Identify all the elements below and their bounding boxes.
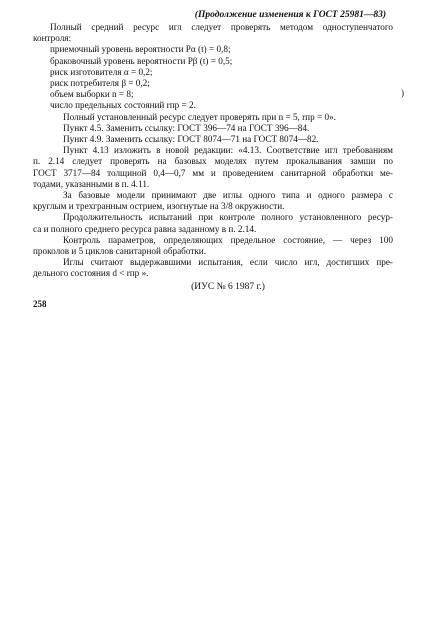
text-line: За базовые модели принимают две иглы одного типа и одного размера с bbox=[63, 190, 393, 201]
text-line: са и полного среднего ресурса равна заданному в п. 2.14. bbox=[33, 223, 257, 234]
text-line: Полный средний ресурс игл следует проверять методом одноступенчатого bbox=[50, 22, 393, 32]
text-line: объем выборки n = 8; bbox=[50, 89, 134, 100]
text-line: Иглы считают выдержавшими испытания, если число игл, достигших пре- bbox=[63, 257, 393, 268]
text-line: Полный установленный ресурс следует проверять при n = 5, rпр = 0». bbox=[63, 111, 336, 122]
text-line: тодами, указанными в п. 4.11. bbox=[33, 178, 150, 189]
text-line: браковочный уровень вероятности Pβ (t) = 0,5; bbox=[50, 55, 233, 66]
issue-reference bbox=[0, 282, 426, 293]
text-line: п. 2.14 следует проверять на базовых моделях путем прокалывания замши по bbox=[33, 156, 393, 167]
text-line: Продолжительность испытаний при контроле полного установленного ресур- bbox=[63, 212, 393, 223]
text-line: Пункт 4.5. Заменить ссылку: ГОСТ 396—74 на ГОСТ 396—84. bbox=[63, 122, 310, 133]
text-line: риск потребителя β = 0,2; bbox=[50, 78, 150, 89]
text-line: приемочный уровень вероятности Pα (t) = 0,8; bbox=[50, 44, 231, 55]
page-header: (Продолжение изменения к ГОСТ 25981—83) bbox=[194, 10, 386, 20]
page-number: 258 bbox=[33, 299, 47, 309]
text-line: дельного состояния d < rпр ». bbox=[33, 268, 149, 279]
text-line: проколов и 5 циклов санитарной обработки. bbox=[33, 246, 207, 257]
document-body bbox=[33, 22, 393, 280]
text-line: круглым и трехгранным острием, изогнутые на 3/8 окружности. bbox=[33, 201, 285, 212]
text-line: Пункт 4.9. Заменить ссылку: ГОСТ 8074—71 на ГОСТ 8074—82. bbox=[63, 134, 319, 145]
text-line: контроля: bbox=[33, 33, 72, 44]
text-line: Контроль параметров, определяющих предельное состояние, — через 100 bbox=[63, 234, 393, 245]
text-line: риск изготовителя α = 0,2; bbox=[50, 66, 153, 77]
text-line: Пункт 4.13 изложить в новой редакции: «4.13. Соответствие игл требованиям bbox=[63, 145, 393, 156]
text-line: число предельных состояний rпр = 2. bbox=[50, 100, 196, 111]
margin-mark: ) bbox=[401, 88, 404, 98]
text-line: ГОСТ 3717—84 толщиной 0,4—0,7 мм и проведением санитарной обработки ме- bbox=[33, 167, 393, 178]
issue-text: (ИУС № 6 1987 г.) bbox=[191, 282, 265, 292]
